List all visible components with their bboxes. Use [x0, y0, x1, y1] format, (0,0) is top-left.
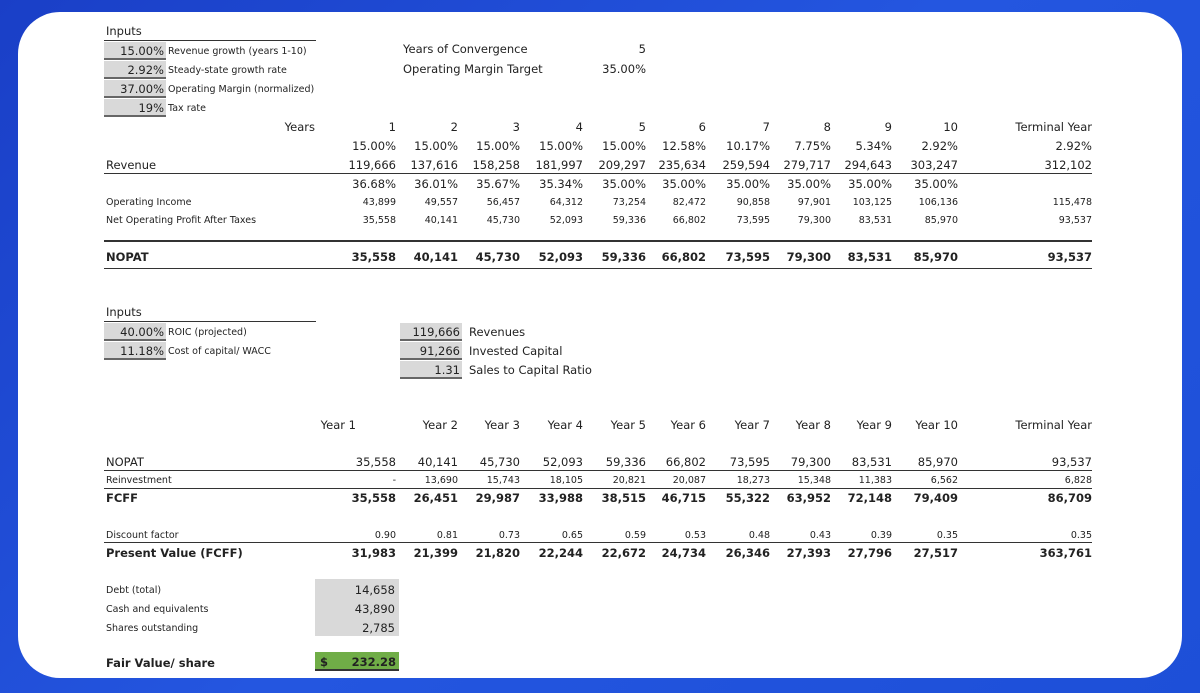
fcff-nopat-cell: 85,970: [917, 455, 958, 469]
capital-value: 91,266: [419, 344, 460, 358]
margin-cell: 35.00%: [914, 177, 958, 191]
nopat-cell: 59,336: [601, 250, 646, 264]
input-value: 37.00%: [120, 82, 164, 96]
balance-value: 14,658: [354, 583, 395, 597]
fcff-nopat-cell: 59,336: [605, 455, 646, 469]
fcff-nopat-terminal: 93,537: [1051, 455, 1092, 469]
op-income-cell: 49,557: [424, 197, 458, 208]
input-label: Revenue growth (years 1-10): [168, 46, 307, 57]
years-cell: 10: [943, 120, 958, 134]
op-income-cell: 90,858: [736, 197, 770, 208]
margin-target-label: Operating Margin Target: [403, 62, 543, 76]
fcff-nopat-cell: 73,595: [729, 455, 770, 469]
op-income-cell: 103,125: [852, 197, 892, 208]
revenue-cell: 137,616: [410, 158, 458, 172]
fcff-nopat-cell: 79,300: [790, 455, 831, 469]
margin-cell: 35.00%: [787, 177, 831, 191]
revenue-cell: 279,717: [783, 158, 831, 172]
fcff-pv-cell: 21,820: [475, 546, 520, 560]
nopat-after-cell: 66,802: [672, 215, 706, 226]
growth-cell: 15.00%: [602, 139, 646, 153]
fcff-label: FCFF: [106, 491, 139, 505]
margin-cell: 36.01%: [414, 177, 458, 191]
divider: [104, 488, 1092, 489]
balance-label: Shares outstanding: [106, 623, 199, 634]
years-label: Years: [284, 120, 315, 134]
revenue-cell: 181,997: [535, 158, 583, 172]
nopat-after-taxes-label: Net Operating Profit After Taxes: [106, 215, 257, 226]
revenue-cell: 259,594: [722, 158, 770, 172]
nopat-after-cell: 73,595: [736, 215, 770, 226]
margin-cell: 35.67%: [476, 177, 520, 191]
nopat-cell: 35,558: [351, 250, 396, 264]
growth-cell: 10.17%: [726, 139, 770, 153]
fcff-discount-cell: 0.48: [748, 530, 770, 541]
capital-value: 119,666: [412, 325, 460, 339]
fcff-discount-cell: 0.90: [374, 530, 396, 541]
years-cell: 3: [512, 120, 520, 134]
nopat-terminal: 93,537: [1047, 250, 1092, 264]
nopat-after-cell: 40,141: [424, 215, 458, 226]
fcff-nopat-cell: 45,730: [479, 455, 520, 469]
fair-value-value: 232.28: [351, 655, 396, 669]
fcff-pv-cell: 22,244: [538, 546, 583, 560]
nopat-cell: 73,595: [725, 250, 770, 264]
margin-cell: 35.00%: [726, 177, 770, 191]
nopat-cell: 83,531: [847, 250, 892, 264]
revenue-cell: 235,634: [658, 158, 706, 172]
input-label: Tax rate: [168, 103, 206, 114]
fcff-discount-cell: 0.43: [809, 530, 831, 541]
operating-income-label: Operating Income: [106, 197, 192, 208]
capital-label: Revenues: [469, 325, 526, 339]
fcff-reinvest-cell: 15,743: [486, 475, 520, 486]
growth-cell: 15.00%: [414, 139, 458, 153]
discount-factor-label: Discount factor: [106, 530, 179, 541]
fcff-nopat-label: NOPAT: [106, 455, 144, 469]
op-income-cell: 43,899: [362, 197, 396, 208]
present-value-label: Present Value (FCFF): [106, 546, 243, 560]
revenue-cell: 119,666: [348, 158, 396, 172]
fcff-year-label: Year 3: [484, 418, 520, 432]
fcff-reinvest-cell: -: [392, 475, 396, 486]
revenue-cell: 294,643: [844, 158, 892, 172]
balance-label: Debt (total): [106, 585, 162, 596]
years-cell: 7: [762, 120, 770, 134]
fcff-reinvest-terminal: 6,828: [1064, 475, 1092, 486]
fcff-nopat-cell: 66,802: [665, 455, 706, 469]
fcff-pv-cell: 27,796: [847, 546, 892, 560]
input-value: 15.00%: [120, 44, 164, 58]
fcff-fcff-cell: 72,148: [847, 491, 892, 505]
op-income-cell: 73,254: [612, 197, 646, 208]
nopat-after-cell: 79,300: [797, 215, 831, 226]
nopat-after-terminal: 93,537: [1058, 215, 1092, 226]
nopat-label: NOPAT: [106, 250, 149, 264]
margin-target-value: 35.00%: [602, 62, 646, 76]
inputs-title-2: Inputs: [106, 305, 142, 319]
input-value: 40.00%: [120, 325, 164, 339]
fcff-reinvest-cell: 11,383: [858, 475, 892, 486]
fcff-year-label: Year 5: [610, 418, 646, 432]
years-cell: 8: [823, 120, 831, 134]
capital-label: Sales to Capital Ratio: [469, 363, 592, 377]
terminal-year-label: Terminal Year: [1015, 120, 1092, 134]
fcff-nopat-cell: 40,141: [417, 455, 458, 469]
growth-cell: 7.75%: [794, 139, 831, 153]
fcff-nopat-cell: 83,531: [851, 455, 892, 469]
nopat-cell: 66,802: [661, 250, 706, 264]
margin-cell: 35.00%: [602, 177, 646, 191]
fcff-year-label: Year 10: [915, 418, 958, 432]
growth-cell: 15.00%: [476, 139, 520, 153]
fcff-fcff-cell: 55,322: [725, 491, 770, 505]
nopat-cell: 52,093: [538, 250, 583, 264]
fcff-fcff-cell: 26,451: [413, 491, 458, 505]
fcff-reinvest-cell: 6,562: [930, 475, 958, 486]
fcff-year-label: Year 2: [422, 418, 458, 432]
nopat-after-cell: 85,970: [924, 215, 958, 226]
growth-cell: 12.58%: [662, 139, 706, 153]
fcff-reinvest-cell: 20,087: [672, 475, 706, 486]
fcff-year-label: Year 7: [734, 418, 770, 432]
fcff-reinvest-cell: 18,105: [549, 475, 583, 486]
fcff-fcff-cell: 35,558: [351, 491, 396, 505]
years-cell: 9: [884, 120, 892, 134]
fcff-fcff-cell: 46,715: [661, 491, 706, 505]
years-cell: 4: [575, 120, 583, 134]
revenue-label: Revenue: [106, 158, 157, 172]
fcff-pv-cell: 22,672: [601, 546, 646, 560]
growth-cell: 15.00%: [539, 139, 583, 153]
years-cell: 6: [698, 120, 706, 134]
nopat-cell: 45,730: [475, 250, 520, 264]
years-cell: 2: [450, 120, 458, 134]
nopat-after-cell: 45,730: [486, 215, 520, 226]
currency-symbol: $: [320, 655, 329, 669]
nopat-cell: 40,141: [413, 250, 458, 264]
fcff-discount-cell: 0.81: [436, 530, 458, 541]
fcff-reinvest-cell: 13,690: [424, 475, 458, 486]
input-label: Cost of capital/ WACC: [168, 346, 271, 357]
fcff-nopat-cell: 35,558: [355, 455, 396, 469]
nopat-after-cell: 59,336: [612, 215, 646, 226]
margin-cell: 35.00%: [662, 177, 706, 191]
divider: [104, 470, 1092, 471]
fcff-fcff-cell: 63,952: [786, 491, 831, 505]
fair-value-label: Fair Value/ share: [106, 656, 215, 670]
fcff-pv-cell: 31,983: [351, 546, 396, 560]
fcff-discount-cell: 0.59: [624, 530, 646, 541]
fcff-fcff-cell: 38,515: [601, 491, 646, 505]
margin-cell: 35.00%: [848, 177, 892, 191]
fcff-pv-terminal: 363,761: [1039, 546, 1092, 560]
growth-terminal: 2.92%: [1055, 139, 1092, 153]
fcff-year-label: Year 4: [547, 418, 583, 432]
years-cell: 5: [638, 120, 646, 134]
fcff-discount-cell: 0.73: [498, 530, 520, 541]
revenue-cell: 209,297: [598, 158, 646, 172]
capital-label: Invested Capital: [469, 344, 563, 358]
fcff-pv-cell: 27,517: [913, 546, 958, 560]
fcff-discount-cell: 0.35: [936, 530, 958, 541]
revenue-cell: 158,258: [472, 158, 520, 172]
nopat-after-cell: 52,093: [549, 215, 583, 226]
fcff-year-label: Year 8: [795, 418, 831, 432]
divider: [104, 40, 316, 41]
fcff-year-label: Year 9: [856, 418, 892, 432]
capital-value: 1.31: [434, 363, 460, 377]
fcff-fcff-cell: 33,988: [538, 491, 583, 505]
input-value: 19%: [138, 101, 164, 115]
op-income-cell: 82,472: [672, 197, 706, 208]
op-income-cell: 56,457: [486, 197, 520, 208]
inputs-title: Inputs: [106, 24, 142, 38]
input-value: 11.18%: [120, 344, 164, 358]
fcff-year-label: Year 6: [670, 418, 706, 432]
margin-cell: 35.34%: [539, 177, 583, 191]
op-income-cell: 97,901: [797, 197, 831, 208]
divider: [104, 240, 1092, 242]
divider: [104, 321, 316, 322]
revenue-terminal: 312,102: [1044, 158, 1092, 172]
fcff-terminal-year-label: Terminal Year: [1015, 418, 1092, 432]
convergence-value: 5: [638, 42, 646, 56]
nopat-after-cell: 35,558: [362, 215, 396, 226]
fcff-discount-terminal: 0.35: [1070, 530, 1092, 541]
fcff-discount-cell: 0.53: [684, 530, 706, 541]
fcff-reinvest-cell: 15,348: [797, 475, 831, 486]
input-label: Operating Margin (normalized): [168, 84, 315, 95]
divider: [104, 542, 1092, 543]
fcff-fcff-cell: 79,409: [913, 491, 958, 505]
growth-cell: 5.34%: [855, 139, 892, 153]
op-income-terminal: 115,478: [1052, 197, 1092, 208]
input-label: ROIC (projected): [168, 327, 247, 338]
fcff-pv-cell: 27,393: [786, 546, 831, 560]
fcff-reinvest-cell: 20,821: [612, 475, 646, 486]
nopat-cell: 79,300: [786, 250, 831, 264]
divider: [104, 268, 1092, 269]
years-cell: 1: [388, 120, 396, 134]
balance-value: 43,890: [354, 602, 395, 616]
nopat-cell: 85,970: [913, 250, 958, 264]
balance-value: 2,785: [362, 621, 395, 635]
input-value: 2.92%: [127, 63, 164, 77]
input-label: Steady-state growth rate: [168, 65, 287, 76]
fcff-nopat-cell: 52,093: [542, 455, 583, 469]
convergence-label: Years of Convergence: [403, 42, 528, 56]
fcff-reinvest-cell: 18,273: [736, 475, 770, 486]
growth-cell: 15.00%: [352, 139, 396, 153]
valuation-sheet: [18, 12, 1182, 678]
nopat-after-cell: 83,531: [858, 215, 892, 226]
fcff-pv-cell: 24,734: [661, 546, 706, 560]
op-income-cell: 106,136: [918, 197, 958, 208]
fcff-pv-cell: 21,399: [413, 546, 458, 560]
op-income-cell: 64,312: [549, 197, 583, 208]
fcff-fcff-terminal: 86,709: [1047, 491, 1092, 505]
fcff-pv-cell: 26,346: [725, 546, 770, 560]
fcff-year-label: Year 1: [320, 418, 356, 432]
fcff-discount-cell: 0.39: [870, 530, 892, 541]
fcff-discount-cell: 0.65: [561, 530, 583, 541]
divider: [104, 173, 1092, 174]
growth-cell: 2.92%: [921, 139, 958, 153]
margin-cell: 36.68%: [352, 177, 396, 191]
reinvestment-label: Reinvestment: [106, 475, 172, 486]
balance-label: Cash and equivalents: [106, 604, 209, 615]
revenue-cell: 303,247: [910, 158, 958, 172]
fcff-fcff-cell: 29,987: [475, 491, 520, 505]
